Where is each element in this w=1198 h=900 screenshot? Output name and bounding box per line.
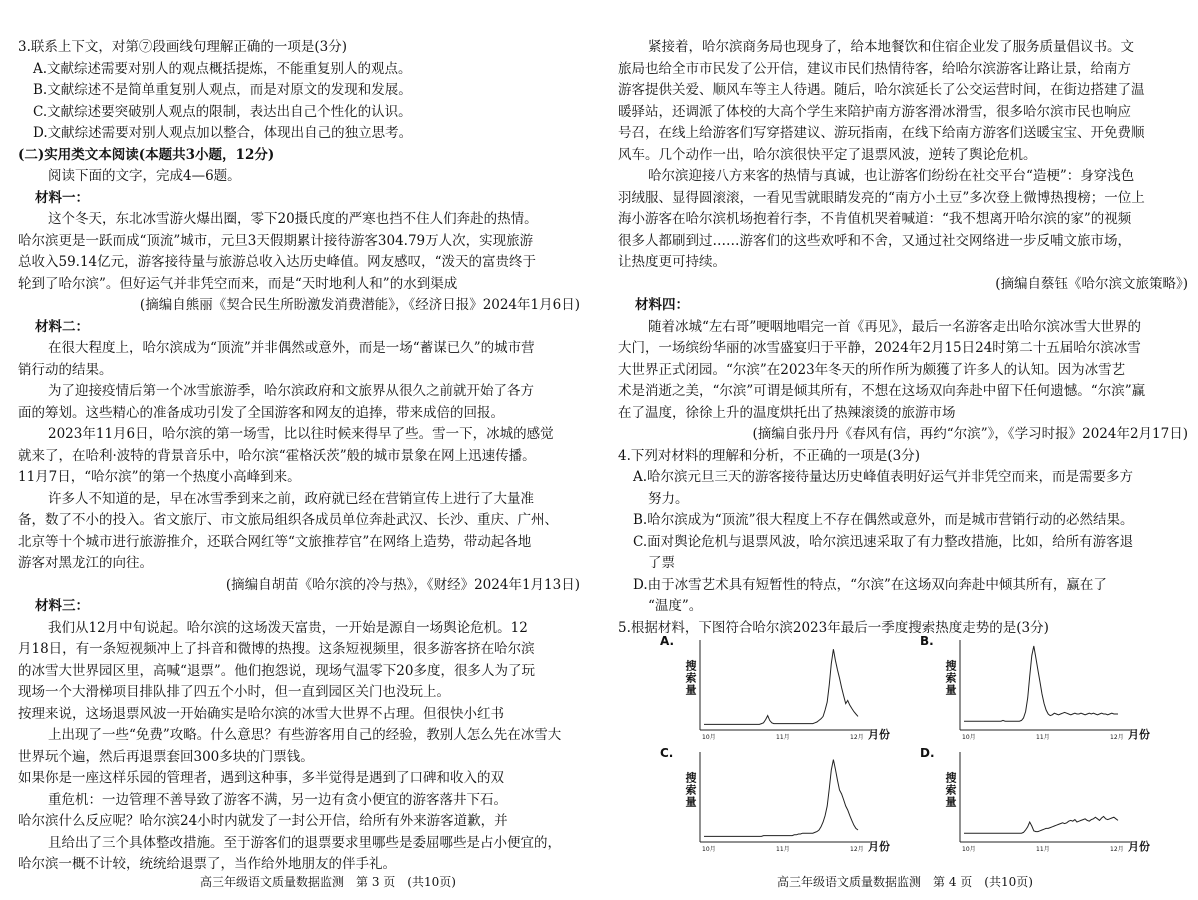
text-line: 随着冰城“左右哥”哽咽地唱完一首《再见》，最后一名游客走出哈尔滨冰雪大世界的 <box>648 318 1142 335</box>
chart-option-b <box>920 634 1165 746</box>
text-line: 羽绒服、显得圆滚滚，一看见雪就眼睛发亮的“南方小土豆”多次登上微博热搜榜；一位上 <box>618 189 1145 206</box>
x-tick-label: 12月 <box>850 846 864 853</box>
page-3 <box>0 0 590 900</box>
text-line: 了票 <box>648 555 675 571</box>
text-line: 备，数了不小的投入。省文旅厅、市文旅局组织各成员单位奔赴武汉、长沙、重庆、广州、 <box>18 512 558 528</box>
y-axis-label: 搜索量 <box>684 772 697 808</box>
text-line: 2023年11月6日，哈尔滨的第一场雪，比以往时候来得早了些。雪一下，冰城的感觉 <box>48 426 554 442</box>
text-line: C.面对舆论危机与退票风波，哈尔滨迅速采取了有力整改措施，比如，给所有游客退 <box>633 533 1134 550</box>
chart-option-c <box>660 746 905 858</box>
x-tick-label: 10月 <box>702 734 716 741</box>
section-heading: 材料四： <box>635 297 689 313</box>
series-line <box>964 646 1118 721</box>
text-line: 如果你是一座这样乐园的管理者，遇到这种事，多半觉得是遇到了口碑和收入的双 <box>18 770 504 786</box>
text-line: 4.下列对材料的理解和分析，不正确的一项是(3分) <box>618 447 921 464</box>
text-line: 11月7日，“哈尔滨”的第一个热度小高峰到来。 <box>18 469 301 485</box>
text-line: 游客对黑龙江的向往。 <box>18 555 153 571</box>
text-line: 很多人都刷到过……游客们的这些欢呼和不舍，又通过社交网络进一步反哺文旅市场， <box>618 232 1131 249</box>
x-tick-label: 12月 <box>1110 846 1124 853</box>
chart-plot <box>920 746 1165 858</box>
x-tick-label: 11月 <box>1036 734 1050 741</box>
text-line: 现场一个大滑梯项目排队排了四五个小时，但一直到园区关门也没玩上。 <box>18 684 450 700</box>
series-line <box>964 816 1118 833</box>
section-heading: 材料二： <box>35 318 89 335</box>
text-line: 哈尔滨一概不计较，统统给退票了，当作给外地朋友的伴手礼。 <box>18 856 396 872</box>
x-axis-unit: 月份 <box>868 728 890 741</box>
text-line: 紧接着，哈尔滨商务局也现身了，给本地餐饮和住宿企业发了服务质量倡议书。文 <box>648 39 1134 55</box>
text-line: 5.根据材料，下图符合哈尔滨2023年最后一季度搜索热度走势的是(3分) <box>618 619 1049 636</box>
text-line: 哈尔滨什么反应呢？哈尔滨24小时内就发了一封公开信，给所有外来游客道歉，并 <box>18 813 508 829</box>
chart-option-label: C. <box>660 746 674 760</box>
text-line: (摘编自张丹丹《春风有信，再约“尔滨”》，《学习时报》2024年2月17日) <box>752 426 1188 442</box>
series-line <box>704 760 858 837</box>
text-line: (摘编自蔡钰《哈尔滨文旅策略》) <box>995 275 1188 292</box>
chart-plot <box>660 746 905 858</box>
text-line: 阅读下面的文字，完成4—6题。 <box>48 168 241 184</box>
chart-plot <box>920 634 1165 746</box>
text-line: 重危机：一边管理不善导致了游客不满，另一边有贪小便宜的游客落井下石。 <box>48 791 507 808</box>
x-tick-label: 11月 <box>776 846 790 853</box>
text-line: 哈尔滨迎接八方来客的热情与真诚，也让游客们纷纷在社交平台“造梗”：身穿浅色 <box>648 168 1135 184</box>
y-axis-label: 搜索量 <box>944 772 957 808</box>
text-line: 在了温度，徐徐上升的温度烘托出了热辣滚烫的旅游市场 <box>618 404 956 421</box>
section-heading: 材料一： <box>35 189 89 206</box>
text-line: 北京等十个城市进行旅游推介，还联合网红等“文旅推荐官”在网络上造势，带动起各地 <box>18 533 532 550</box>
text-line: 许多人不知道的是，早在冰雪季到来之前，政府就已经在营销宣传上进行了大量准 <box>48 490 534 507</box>
x-tick-label: 10月 <box>962 846 976 853</box>
page-footer: 高三年级语文质量数据监测 第 3 页 (共10页) <box>200 875 456 889</box>
chart-option-a <box>660 634 905 746</box>
text-line: 游客提供关爱、顺风车等主人待遇。随后，哈尔滨延长了公交运营时间，在街边搭建了温 <box>618 82 1145 98</box>
text-line: 面的筹划。这些精心的准备成功引发了全国游客和网友的追捧，带来成倍的回报。 <box>18 404 504 421</box>
x-axis-unit: 月份 <box>868 840 890 853</box>
text-line: 大世界正式闭园。“尔滨”在2023年冬天的所作所为颇獲了许多人的认知。因为冰雪艺 <box>618 361 1126 378</box>
text-line: C.文献综述要突破别人观点的限制，表达出自己个性化的认识。 <box>33 103 412 120</box>
text-line: A.哈尔滨元旦三天的游客接待量达历史峰值表明好运气并非凭空而来，而是需要多方 <box>633 469 1134 485</box>
text-line: 大门，一场缤纷华丽的冰雪盛宴归于平静，2024年2月15日24时第二十五届哈尔滨冰雪 <box>618 340 1141 356</box>
text-line: 上出现了一些“免费”攻略。什么意思？有些游客用自己的经验，教别人怎么先在冰雪大 <box>48 727 562 743</box>
text-line: A.文献综述需要对别人的观点概括提炼，不能重复别人的观点。 <box>33 60 412 77</box>
text-line: 风车。几个动作一出，哈尔滨很快平定了退票风波，逆转了舆论危机。 <box>618 146 1037 163</box>
text-line: 在很大程度上，哈尔滨成为“顶流”并非偶然或意外，而是一场“蓄谋已久”的城市营 <box>48 340 535 356</box>
x-tick-label: 11月 <box>1036 846 1050 853</box>
text-line: 月18日，有一条短视频冲上了抖音和微博的热搜。这条短视频里，很多游客挤在哈尔滨 <box>18 641 535 657</box>
y-axis-label: 搜索量 <box>684 660 697 696</box>
text-line: 号召，在线上给游客们写穿搭建议、游玩指南，在线下给南方游客们送暖宝宝、开免费顺 <box>618 125 1145 141</box>
text-line: 总收入59.14亿元，游客接待量与旅游总收入达历史峰值。网友感叹，“泼天的富贵终于 <box>18 254 537 270</box>
text-line: 按理来说，这场退票风波一开始确实是哈尔滨的冰雪大世界不占理。但很快小红书 <box>18 705 504 722</box>
text-line: 旅局也给全市市民发了公开信，建议市民们热情待客，给哈尔滨游客让路让景，给南方 <box>618 60 1131 77</box>
x-tick-label: 11月 <box>776 734 790 741</box>
x-axis-unit: 月份 <box>1128 728 1150 741</box>
text-line: D.由于冰雪艺术具有短暂性的特点，“尔滨”在这场双向奔赴中倾其所有，赢在了 <box>633 576 1107 593</box>
text-line: 为了迎接疫情后第一个冰雪旅游季，哈尔滨政府和文旅界从很久之前就开始了各方 <box>48 383 534 399</box>
x-axis-unit: 月份 <box>1128 840 1150 853</box>
text-line: 世界玩个遍，然后再退票套回300多块的门票钱。 <box>18 748 314 765</box>
text-line: 轮到了哈尔滨”。但好运气并非凭空而来，而是“天时地利人和”的水到渠成 <box>18 275 458 292</box>
x-tick-label: 12月 <box>1110 734 1124 741</box>
text-line: “温度”。 <box>648 598 703 614</box>
section-heading: (二)实用类文本阅读(本题共3小题，12分) <box>18 146 275 163</box>
text-line: 海小游客在哈尔滨机场抱着行李，不肯值机哭着喊道：“我不想离开哈尔滨的家”的视频 <box>618 211 1132 227</box>
text-line: 术是消逝之美，“尔滨”可谓是倾其所有，不想在这场双向奔赴中留下任何遗憾。“尔滨”赢 <box>618 383 1146 399</box>
text-line: 我们从12月中旬说起。哈尔滨的这场泼天富贵，一开始是源自一场舆论危机。12 <box>48 619 528 636</box>
text-line: 的冰雪大世界园区里，高喊“退票”。他们抱怨说，现场气温零下20多度，很多人为了玩 <box>18 662 535 679</box>
chart-option-label: A. <box>660 634 675 648</box>
section-heading: 材料三： <box>35 598 89 614</box>
page-footer: 高三年级语文质量数据监测 第 4 页 (共10页) <box>777 875 1033 889</box>
x-tick-label: 10月 <box>702 846 716 853</box>
text-line: 这个冬天，东北冰雪游火爆出圈，零下20摄氏度的严寒也挡不住人们奔赴的热情。 <box>48 211 538 227</box>
chart-option-d <box>920 746 1165 858</box>
y-axis-label: 搜索量 <box>944 660 957 696</box>
text-line: 销行动的结果。 <box>18 361 113 378</box>
series-line <box>704 649 858 724</box>
text-line: B.哈尔滨成为“顶流”很大程度上不存在偶然或意外，而是城市营销行动的必然结果。 <box>633 512 1134 528</box>
x-tick-label: 12月 <box>850 734 864 741</box>
text-line: 让热度更可持续。 <box>618 254 726 270</box>
text-line: 暖驿站，还调派了体校的大高个学生来陪护南方游客滑冰滑雪，很多哈尔滨市民也响应 <box>618 103 1131 120</box>
text-line: 且给出了三个具体整改措施。至于游客们的退票要求里哪些是委屈哪些是占小便宜的， <box>48 834 561 851</box>
text-line: B.文献综述不是简单重复别人观点，而是对原文的发现和发展。 <box>33 82 412 98</box>
chart-plot <box>660 634 905 746</box>
x-tick-label: 10月 <box>962 734 976 741</box>
chart-option-label: D. <box>920 746 935 760</box>
text-line: 哈尔滨更是一跃而成“顶流”城市，元旦3天假期累计接待游客304.79万人次，实现旅游 <box>18 232 534 249</box>
text-line: D.文献综述需要对别人观点加以整合，体现出自己的独立思考。 <box>33 125 413 141</box>
chart-option-label: B. <box>920 634 934 648</box>
text-line: 3.联系上下文，对第⑦段画线句理解正确的一项是(3分) <box>18 39 348 55</box>
text-line: 努力。 <box>648 490 689 507</box>
text-line: 就来了，在哈利·波特的背景音乐中，哈尔滨“霍格沃茨”般的城市景象在网上迅速传播。 <box>18 447 536 464</box>
text-line: (摘编自胡苗《哈尔滨的冷与热》，《财经》2024年1月13日) <box>225 576 580 593</box>
text-line: (摘编自熊丽《契合民生所盼激发消费潜能》，《经济日报》2024年1月6日) <box>139 297 580 313</box>
